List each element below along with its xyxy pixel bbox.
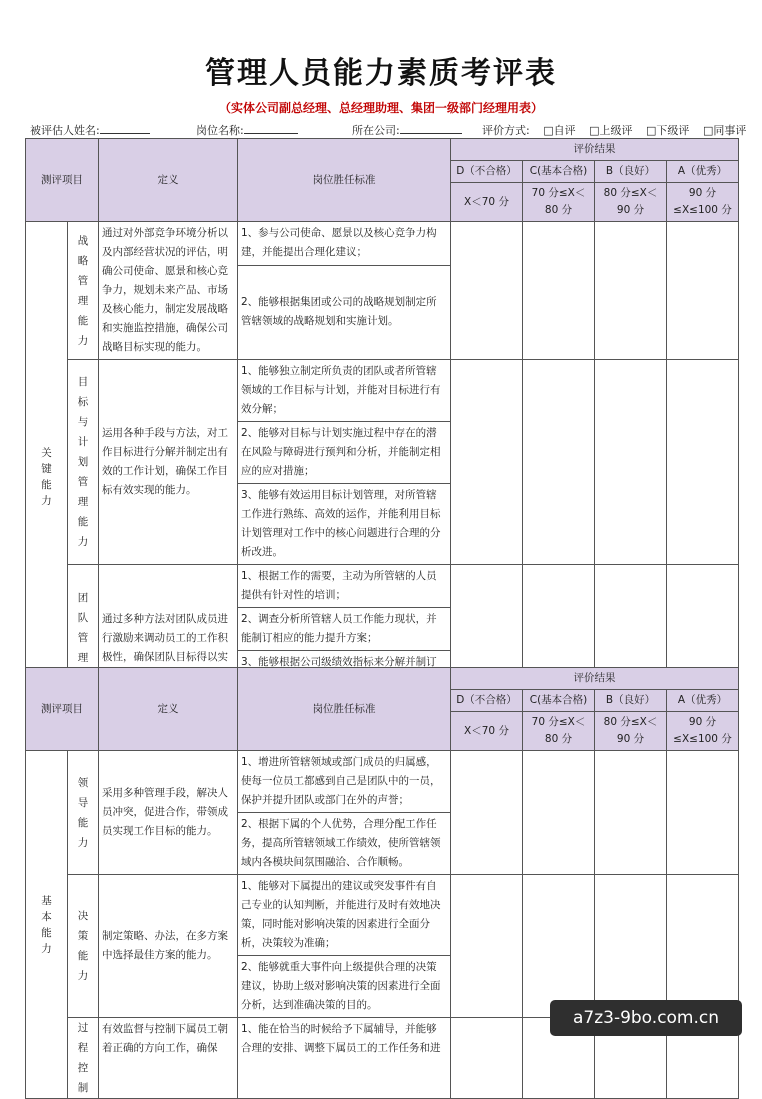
score-cell[interactable]: [451, 222, 523, 360]
score-cell[interactable]: [667, 222, 739, 360]
range-d: X＜70 分: [451, 712, 523, 751]
evaluation-method-label: 评价方式:: [482, 124, 530, 137]
header-standard: 岗位胜任标准: [238, 139, 451, 222]
range-a: 90 分≤X≤100 分: [667, 712, 739, 751]
standard-text: 1、能够对下属提出的建议或突发事件有自己专业的认知判断，并能进行及时有效地决策，同时能对影响决策的因素进行全面分析，决策较为准确；: [238, 875, 451, 956]
company-label: 所在公司:: [352, 124, 400, 137]
standard-text: 1、增进所管辖领域或部门成员的归属感，使每一位员工都感到自己是团队中的一员，保护并提升团队或部门在外的声誉；: [238, 751, 451, 813]
page-title: 管理人员能力素质考评表: [205, 56, 557, 91]
standard-text: 1、能够独立制定所负责的团队或者所管辖领域的工作目标与计划，并能对目标进行有效分解；: [238, 360, 451, 422]
header-item: 测评项目: [26, 668, 99, 751]
score-cell[interactable]: [451, 751, 523, 875]
item-definition: 采用多种管理手段，解决人员冲突，促进合作，带领成员实现工作目标的能力。: [99, 751, 238, 875]
range-c: 70 分≤X＜80 分: [523, 712, 595, 751]
score-cell[interactable]: [595, 875, 667, 1018]
item-name: 过程控制: [68, 1018, 99, 1099]
category-label: 基本能力: [41, 894, 52, 955]
header-definition: 定义: [99, 139, 238, 222]
score-cell[interactable]: [595, 360, 667, 565]
method-subordinate-checkbox[interactable]: □下级评: [646, 124, 690, 137]
item-name: 决策能力: [68, 875, 99, 1018]
header-definition: 定义: [99, 668, 238, 751]
page-subtitle: （实体公司副总经理、总经理助理、集团一级部门经理用表）: [218, 101, 543, 115]
score-cell[interactable]: [523, 222, 595, 360]
position-name-field[interactable]: [196, 122, 298, 138]
score-cell[interactable]: [451, 1018, 523, 1099]
standard-text: 1、能在恰当的时候给予下属辅导，并能够合理的安排、调整下属员工的工作任务和进: [238, 1018, 451, 1099]
evaluatee-name-label: 被评估人姓名:: [30, 124, 100, 137]
score-cell[interactable]: [451, 360, 523, 565]
standard-text: 1、根据工作的需要，主动为所管辖的人员提供有针对性的培训；: [238, 565, 451, 608]
score-cell[interactable]: [667, 875, 739, 1018]
header-result: 评价结果: [451, 668, 739, 690]
position-name-label: 岗位名称:: [196, 124, 244, 137]
level-c: C(基本合格): [523, 690, 595, 712]
header-result: 评价结果: [451, 139, 739, 161]
standard-text: 2、能够对目标与计划实施过程中存在的潜在风险与障碍进行预判和分析，并能制定相应的应对措施；: [238, 422, 451, 484]
category-cell: [26, 222, 68, 732]
standard-text: 2、能够根据集团或公司的战略规划制定所管辖领域的战略规划和实施计划。: [238, 265, 451, 359]
item-name: 团队管理: [68, 565, 99, 732]
standard-text: 2、能够就重大事件向上级提供合理的决策建议，协助上级对影响决策的因素进行全面分析，达到准确决策的目的。: [238, 956, 451, 1018]
score-cell[interactable]: [523, 360, 595, 565]
item-name: 战略管理能力: [68, 222, 99, 360]
item-definition: 有效监督与控制下属员工朝着正确的方向工作，确保: [99, 1018, 238, 1099]
score-cell[interactable]: [451, 875, 523, 1018]
header-item: 测评项目: [26, 139, 99, 222]
score-cell[interactable]: [595, 751, 667, 875]
item-definition: 运用各种手段与方法，对工作目标进行分解并制定出有效的工作计划，确保工作目标有效实现的能力。: [99, 360, 238, 565]
score-cell[interactable]: [523, 751, 595, 875]
score-cell[interactable]: [595, 222, 667, 360]
range-a: 90 分≤X≤100 分: [667, 183, 739, 222]
method-self-checkbox[interactable]: □自评: [543, 124, 576, 137]
method-superior-checkbox[interactable]: □上级评: [589, 124, 633, 137]
level-c: C(基本合格): [523, 161, 595, 183]
category-label: 关键能力: [41, 446, 52, 507]
level-b: B（良好）: [595, 161, 667, 183]
watermark-badge: a7z3-9bo.com.cn: [550, 1000, 742, 1036]
range-c: 70 分≤X＜80 分: [523, 183, 595, 222]
level-b: B（良好）: [595, 690, 667, 712]
category-cell: [26, 751, 68, 1099]
standard-text: 2、调查分析所管辖人员工作能力现状，并能制订相应的能力提升方案；: [238, 608, 451, 651]
item-definition: 制定策略、办法，在多方案中选择最佳方案的能力。: [99, 875, 238, 1018]
evaluatee-name-field[interactable]: [30, 122, 150, 138]
item-definition: 通过对外部竞争环境分析以及内部经营状况的评估，明确公司使命、愿景和核心竞争力，规划未来产品、市场及核心能力，制定发展战略和实施监控措施，确保公司战略目标实现的能力。: [99, 222, 238, 360]
level-d: D（不合格）: [451, 161, 523, 183]
standard-text: 1、参与公司使命、愿景以及核心竞争力构建，并能提出合理化建议；: [238, 222, 451, 266]
level-a: A（优秀）: [667, 690, 739, 712]
evaluation-method: [482, 122, 746, 138]
level-d: D（不合格）: [451, 690, 523, 712]
method-peer-checkbox[interactable]: □同事评: [702, 124, 747, 137]
key-ability-table: [25, 138, 739, 732]
item-name: 领导能力: [68, 751, 99, 875]
score-cell[interactable]: [667, 751, 739, 875]
score-cell[interactable]: [667, 360, 739, 565]
range-b: 80 分≤X＜90 分: [595, 712, 667, 751]
item-definition: 通过多种方法对团队成员进行激励来调动员工的工作积极性，确保团队目标得以实: [99, 565, 238, 732]
standard-text: 2、根据下属的个人优势，合理分配工作任务，提高所管辖领域工作绩效，使所管辖领域内各模块间氛围融洽、合作顺畅。: [238, 813, 451, 875]
header-standard: 岗位胜任标准: [238, 668, 451, 751]
range-d: X＜70 分: [451, 183, 523, 222]
score-cell[interactable]: [523, 875, 595, 1018]
company-field[interactable]: [352, 122, 462, 138]
range-b: 80 分≤X＜90 分: [595, 183, 667, 222]
level-a: A（优秀）: [667, 161, 739, 183]
standard-text: 3、能够根据公司级绩效指标来分解并制订: [238, 651, 451, 732]
item-name: 目标与计划管理能力: [68, 360, 99, 565]
standard-text: 3、能够有效运用目标计划管理，对所管辖工作进行熟练、高效的运作，并能利用目标计划管理对工作中的核心问题进行合理的分析改进。: [238, 484, 451, 565]
